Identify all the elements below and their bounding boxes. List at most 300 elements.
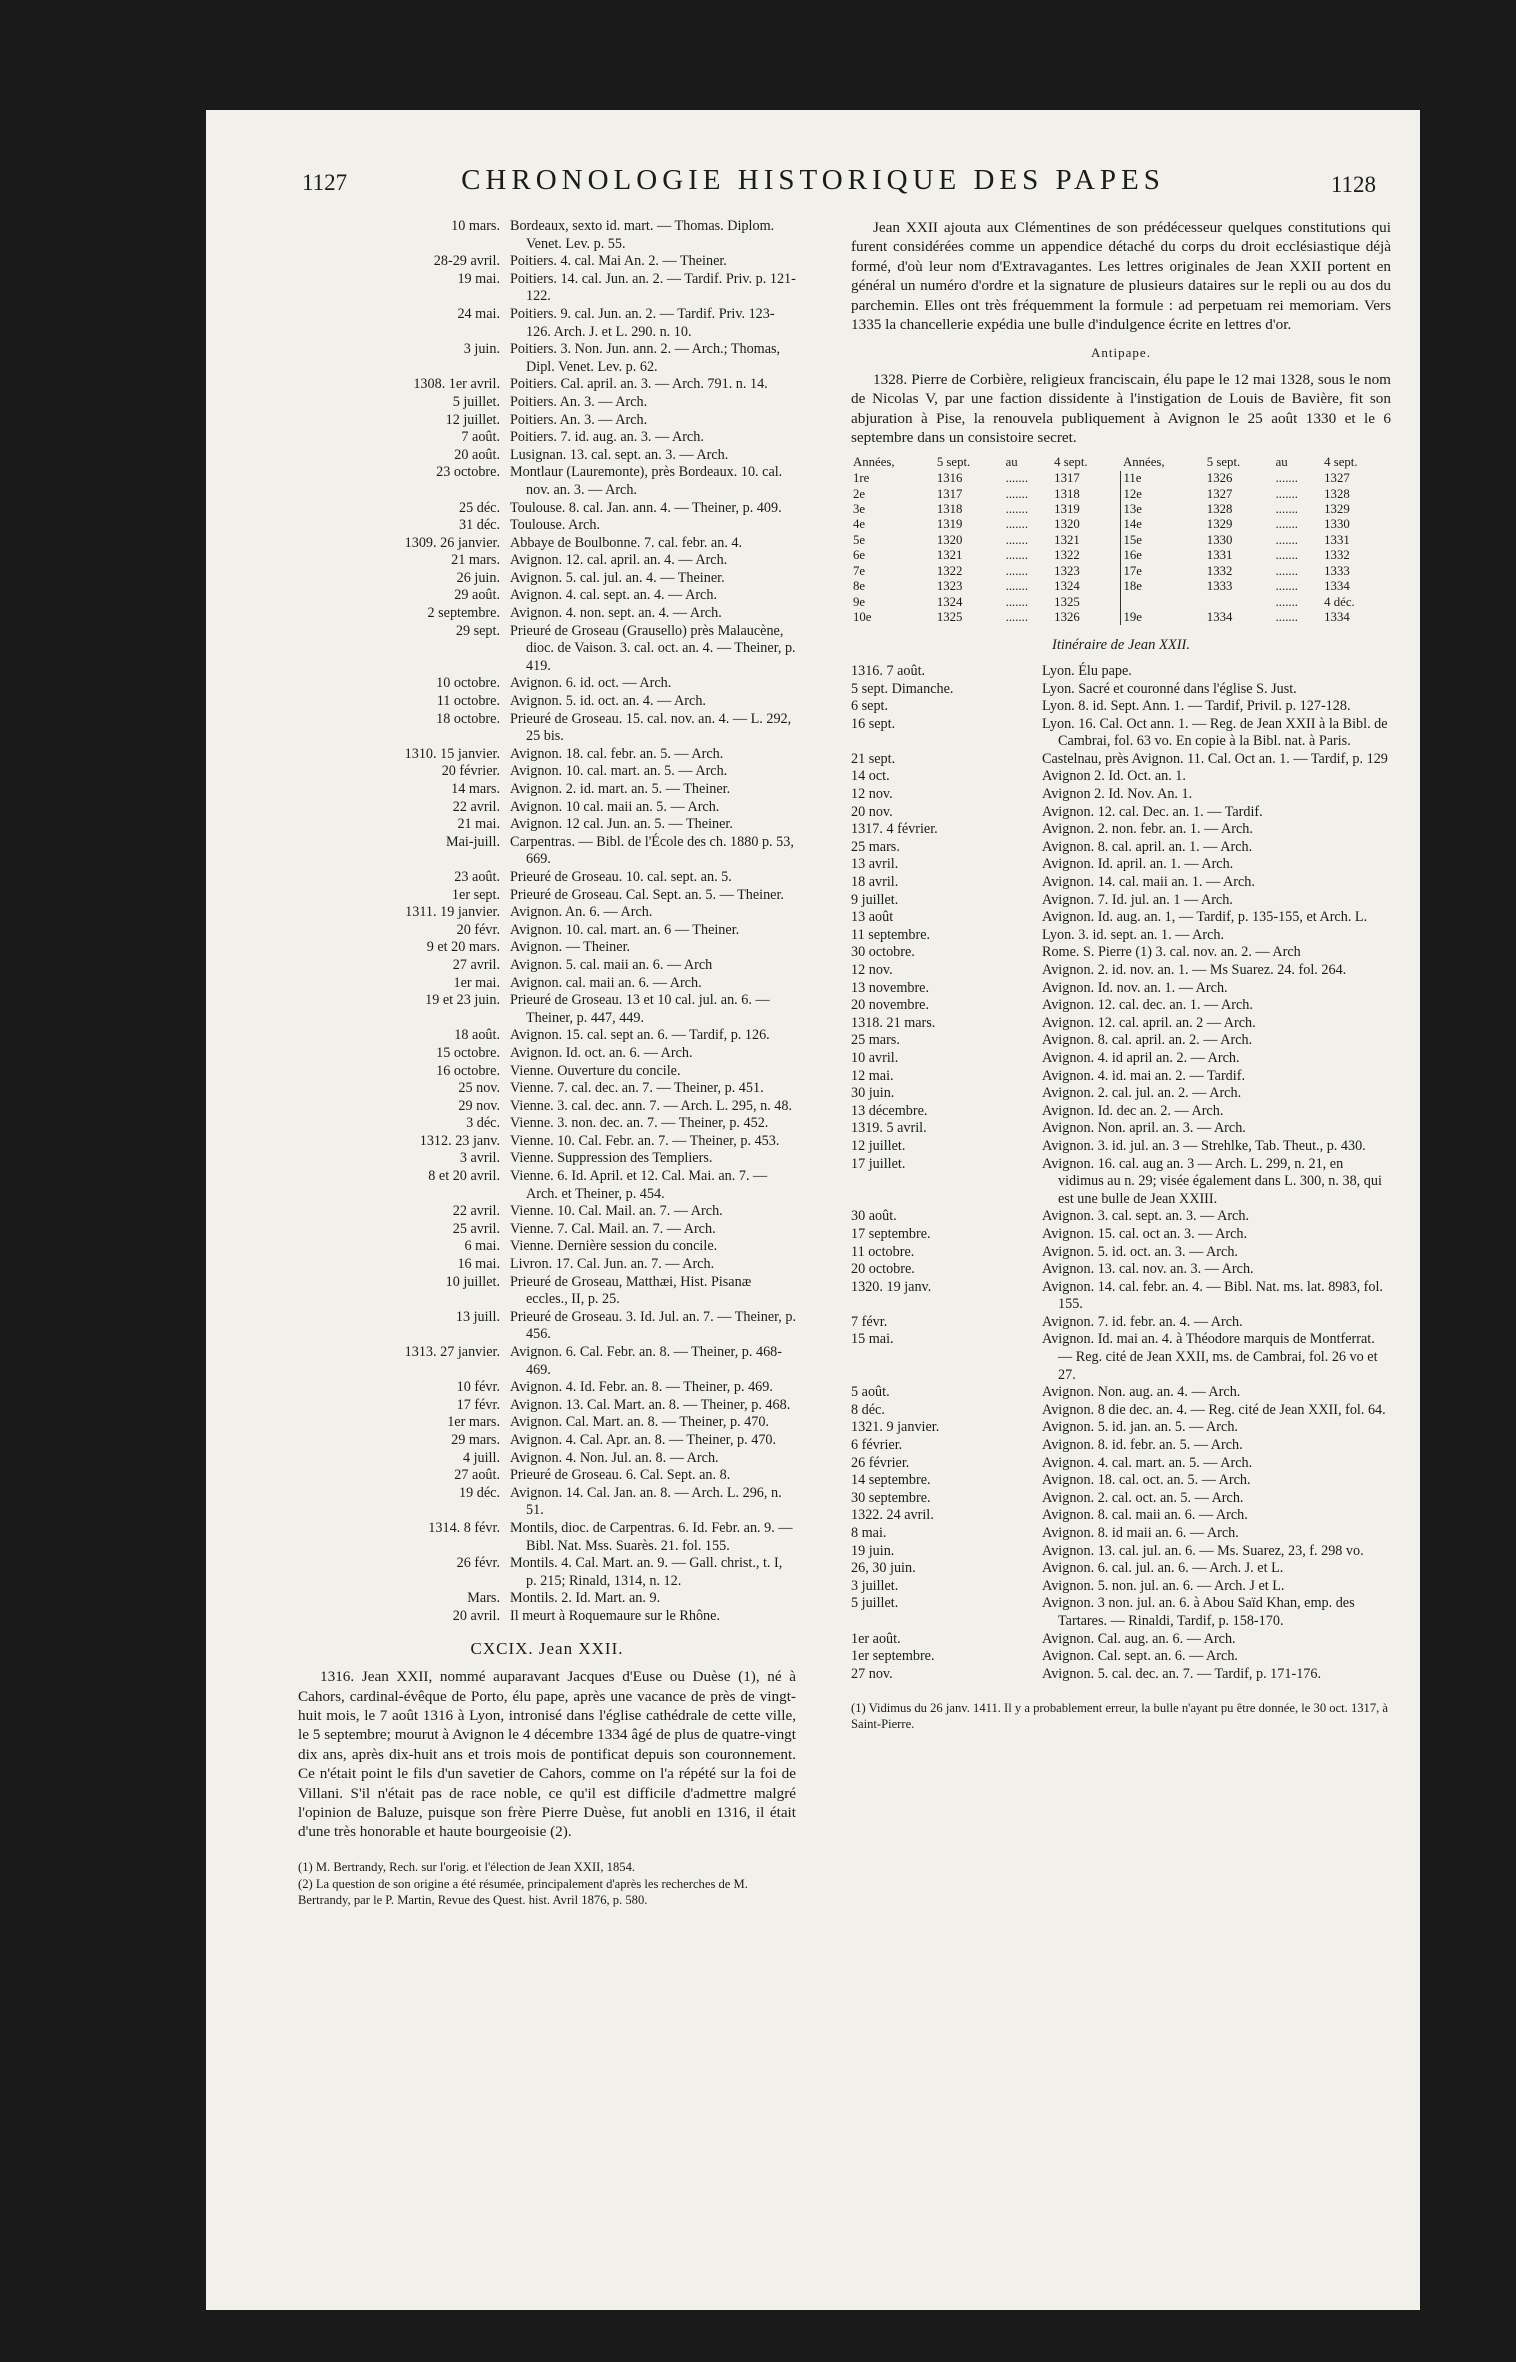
itinerary-entry [851,786,1391,804]
itinerary-entry [851,1120,1391,1138]
table-cell: ....... [1275,563,1299,578]
entry-text: Avignon. 13. cal. jul. an. 6. — Ms. Suarez, 23, f. 298 vo. [1042,1542,1364,1559]
entry-date: 12 mai. [851,1067,894,1084]
entry-text: Avignon. 5. cal. jul. an. 4. — Theiner. [510,569,725,586]
itinerary-entry [298,1274,796,1309]
table-cell: 1322 [1052,548,1121,563]
entry-text: Bordeaux, sexto id. mart. — Thomas. Diplom. Venet. Lev. p. 55. [510,218,775,252]
entry-date: 13 août [851,909,894,926]
entry-date: 14 mars. [451,781,500,797]
entry-date: 6 sept. [851,698,889,715]
table-cell: 6e [853,548,866,563]
table-cell: ....... [1275,579,1299,594]
pontificate-years-table [851,454,1391,626]
entry-date: 9 et 20 mars. [426,939,500,956]
entry-text: Vienne. 10. Cal. Mail. an. 7. — Arch. [510,1203,723,1220]
table-cell: 1326 [1206,471,1233,486]
entry-date: 14 oct. [851,768,890,785]
itinerary-entry [298,1414,796,1432]
entry-text: Avignon. 6. cal. jul. an. 6. — Arch. J. et L. [1042,1560,1284,1577]
table-cell: 1332 [1206,563,1233,578]
entry-date: 13 juill. [455,1308,500,1325]
entry-text: Poitiers. An. 3. — Arch. [510,393,648,410]
entry-date: 1312. 23 janv. [419,1132,500,1149]
table-header-cell: 4 sept. [1054,454,1088,469]
entry-date: 13 novembre. [851,979,930,996]
table-cell: ....... [1275,502,1299,517]
entry-text: Avignon. 8. id maii an. 6. — Arch. [1042,1525,1239,1541]
table-cell: 1318 [936,502,963,517]
itinerary-entry [851,716,1391,751]
itinerary-list-clement-v [298,218,796,1626]
itinerary-entry [298,1485,796,1520]
table-row [851,595,1391,610]
table-cell: 1330 [1206,532,1233,547]
itinerary-entry [851,1279,1391,1314]
table-header-cell: au [1275,454,1288,469]
itinerary-entry [851,1507,1391,1525]
entry-date: 30 septembre. [851,1489,931,1506]
entry-date: 8 et 20 avril. [428,1168,500,1185]
table-cell: 3e [853,502,866,517]
entry-date: 6 mai. [464,1238,500,1255]
entry-date: Mars. [467,1590,500,1607]
itinerary-entry [298,605,796,623]
footnote: (1) M. Bertrandy, Rech. sur l'orig. et l'élection de Jean XXII, 1854. [298,1859,636,1874]
entry-text: Avignon. 7. id. febr. an. 4. — Arch. [1042,1313,1243,1330]
table-cell: 1321 [936,548,963,563]
entry-text: Avignon. 3 non. jul. an. 6. à Abou Saïd Khan, emp. des Tartares. — Rinaldi, Tardif, p. 158-170. [1042,1595,1355,1629]
table-cell: 11e [1123,471,1142,486]
table-cell: 9e [853,594,866,609]
entry-text: Avignon. Cal. sept. an. 6. — Arch. [1042,1648,1238,1665]
entry-date: 29 nov. [458,1097,500,1114]
entry-text: Avignon. 4. Id. Febr. an. 8. — Theiner, p. 469. [510,1379,773,1396]
itinerary-entry [851,821,1391,839]
entry-text: Poitiers. 9. cal. Jun. an. 2. — Tardif. Priv. 123-126. Arch. J. et L. 290. n. 10. [510,305,775,340]
entry-date: 1309. 26 janvier. [404,534,500,551]
itinerary-entry [298,376,796,394]
entry-text: Lyon. 16. Cal. Oct ann. 1. — Reg. de Jean XXII à la Bibl. de Cambrai, fol. 63 vo. En copie à la Bibl. nat. à Paris. [1042,715,1388,750]
entry-date: 16 sept. [851,715,896,732]
table-cell [1121,595,1205,610]
entry-date: 10 octobre. [436,675,500,692]
itinerary-entry [851,1490,1391,1508]
table-cell: 10e [853,609,872,624]
entry-text: Avignon. 2. id. mart. an. 5. — Theiner. [510,781,731,797]
itinerary-entry [851,751,1391,769]
entry-text: Avignon. 8. cal. april. an. 2. — Arch. [1042,1032,1253,1049]
entry-date: 27 nov. [851,1665,893,1682]
entry-date: 1er mai. [453,974,500,991]
itinerary-entry [851,1208,1391,1226]
itinerary-entry [298,746,796,764]
entry-text: Prieuré de Groseau. 3. Id. Jul. an. 7. — Theiner, p. 456. [510,1308,797,1343]
entry-date: 22 avril. [452,1203,500,1220]
table-cell: 1317 [936,486,963,501]
entry-text: Avignon. 2. id. nov. an. 1. — Ms Suarez. 24. fol. 264. [1042,962,1347,978]
entry-date: 13 décembre. [851,1102,928,1119]
itinerary-entry [298,500,796,518]
itinerary-entry [298,1098,796,1116]
entry-text: Vienne. 3. non. dec. an. 7. — Theiner, p. 452. [510,1115,769,1132]
table-cell: ....... [1275,532,1299,547]
entry-text: Vienne. Dernière session du concile. [510,1238,718,1255]
table-cell: 1326 [1052,610,1121,625]
table-cell: 1330 [1324,517,1350,532]
itinerary-entry [298,1520,796,1555]
table-cell: 1329 [1206,517,1233,532]
itinerary-entry [851,1666,1391,1684]
right-column [851,218,1391,1735]
entry-text: Avignon. 5. cal. dec. an. 7. — Tardif, p. 171-176. [1042,1665,1322,1682]
biography-paragraph: 1316. Jean XXII, nommé auparavant Jacques d'Euse ou Duèse (1), né à Cahors, cardinal-évêque de Porto, élu pape, après une vacance de près de vingt-huit mois, le 7 août 1316 à Lyon, intronisé dans l'église cathédrale de cette ville, le 5 septembre; mourut à Avignon le 4 décembre 1334 âgé de plus de quatre-vingt dix ans, après dix-huit ans et trois mois de pontificat depuis son couronnement. Ce n'était point le fils d'un savetier de Cahors, comme on l'a répété sur la foi de Villani. S'il n'était pas de race noble, ce qu'il est difficile d'admettre malgré l'opinion de Baluze, puisque son frère Pierre Duèse, fut anobli en 1316, il était d'une très honorable et haute bourgeoisie (2). [298,1668,796,1841]
itinerary-entry [851,1437,1391,1455]
entry-text: Avignon. 4. Non. Jul. an. 8. — Arch. [510,1449,719,1466]
entry-date: 14 septembre. [851,1472,931,1489]
entry-text: Avignon. 10 cal. maii an. 5. — Arch. [510,798,720,815]
table-cell: ....... [1275,471,1299,486]
itinerary-entry [298,939,796,957]
table-row [851,471,1391,486]
itinerary-entry [298,623,796,676]
itinerary-entry [298,1238,796,1256]
entry-text: Poitiers. 7. id. aug. an. 3. — Arch. [510,429,704,446]
entry-date: 1314. 8 févr. [428,1519,500,1536]
entry-date: 26 février. [851,1454,910,1471]
entry-date: 15 mai. [851,1331,894,1348]
entry-date: 25 avril. [452,1220,500,1237]
entry-date: 1320. 19 janv. [851,1278,932,1295]
table-cell: 1328 [1324,486,1350,501]
itinerary-entry [298,1256,796,1274]
entry-date: 18 octobre. [436,710,500,727]
table-cell: 2e [853,486,866,501]
table-cell: 1325 [936,609,963,624]
itinerary-entry [298,675,796,693]
itinerary-entry [298,904,796,922]
itinerary-entry [298,394,796,412]
itinerary-entry [298,1467,796,1485]
table-cell: 1324 [1052,579,1121,594]
entry-date: 19 mai. [457,270,500,287]
itinerary-entry [298,887,796,905]
entry-text: Avignon. 18. cal. febr. an. 5. — Arch. [510,745,724,762]
entry-text: Avignon. Id. nov. an. 1. — Arch. [1042,979,1228,996]
entry-date: 12 juillet. [851,1137,906,1154]
entry-date: 7 févr. [851,1313,888,1330]
entry-text: Montils. 4. Cal. Mart. an. 9. — Gall. christ., t. I, p. 215; Rinald, 1314, n. 12. [510,1555,783,1589]
entry-date: 12 nov. [851,786,893,803]
entry-date: 5 juillet. [452,393,500,410]
entry-text: Avignon. 14. cal. maii an. 1. — Arch. [1042,874,1255,891]
itinerary-entry [851,1138,1391,1156]
entry-date: 22 avril. [452,798,500,815]
entry-text: Vienne. Ouverture du concile. [510,1062,681,1079]
entry-text: Avignon. 10. cal. mart. an. 5. — Arch. [510,763,728,780]
table-cell: 1333 [1324,563,1350,578]
itinerary-entry [851,980,1391,998]
entry-date: 31 déc. [459,517,500,534]
entry-date: 16 mai. [457,1256,500,1273]
itinerary-list-jean-xxii [851,663,1391,1683]
entry-date: 8 déc. [851,1401,885,1418]
table-cell: 1322 [936,563,963,578]
entry-text: Avignon. 12. cal. dec. an. 1. — Arch. [1042,997,1253,1014]
entry-date: 17 septembre. [851,1225,931,1242]
itinerary-entry [298,1397,796,1415]
entry-text: Avignon. cal. maii an. 6. — Arch. [510,974,702,991]
entry-date: 1317. 4 février. [851,821,938,838]
entry-date: 20 nov. [851,803,893,820]
itinerary-entry [851,1472,1391,1490]
entry-text: Avignon. Id. aug. an. 1, — Tardif, p. 135-155, et Arch. L. [1042,909,1368,926]
entry-text: Avignon. 12. cal. april. an. 4. — Arch. [510,552,728,569]
entry-date: 2 septembre. [427,605,500,622]
entry-text: Avignon. Non. aug. an. 4. — Arch. [1042,1384,1241,1401]
entry-date: 12 nov. [851,962,893,978]
entry-text: Avignon. 2. cal. jul. an. 2. — Arch. [1042,1085,1242,1102]
entry-text: Prieuré de Groseau. Cal. Sept. an. 5. — Theiner. [510,886,784,903]
itinerary-entry [851,997,1391,1015]
entry-date: 1313. 27 janvier. [404,1344,500,1360]
table-cell: 8e [853,579,866,594]
entry-text: Avignon. 14. Cal. Jan. an. 8. — Arch. L. 296, n. 51. [510,1484,782,1519]
entry-text: Prieuré de Groseau. 6. Cal. Sept. an. 8. [510,1467,731,1484]
entry-date: 26, 30 juin. [851,1560,916,1577]
table-cell: ....... [1275,486,1299,501]
itinerary-entry [298,1115,796,1133]
entry-date: 10 mars. [451,218,500,234]
entry-date: 20 août. [454,446,500,463]
itinerary-entry [298,1027,796,1045]
table-cell: 1327 [1206,486,1233,501]
entry-text: Vienne. 3. cal. dec. ann. 7. — Arch. L. 295, n. 48. [510,1097,793,1114]
table-cell: 4e [853,517,866,532]
table-cell: ....... [1275,517,1299,532]
entry-text: Avignon. 4. cal. sept. an. 4. — Arch. [510,587,717,604]
itinerary-entry [298,781,796,799]
table-cell: ....... [1275,548,1299,563]
entry-date: 28-29 avril. [433,253,500,270]
table-cell: ....... [1005,486,1029,501]
itinerary-entry [851,698,1391,716]
entry-date: 19 juin. [851,1542,895,1559]
entry-date: 9 juillet. [851,891,899,908]
entry-date: 29 août. [454,587,500,604]
antipape-heading: Antipape. [1091,345,1151,361]
entry-text: Avignon. Non. april. an. 3. — Arch. [1042,1120,1246,1137]
entry-text: Lyon. Élu pape. [1042,662,1132,679]
itinerary-entry [851,1032,1391,1050]
entry-date: 16 octobre. [436,1062,500,1079]
itinerary-entry [851,1015,1391,1033]
entry-text: Avignon. 5. id. jan. an. 5. — Arch. [1042,1419,1238,1436]
entry-text: Poitiers. 4. cal. Mai An. 2. — Theiner. [510,253,727,270]
table-header-cell: 5 sept. [1206,454,1241,469]
entry-date: 21 sept. [851,750,896,767]
entry-text: Avignon. 6. Cal. Febr. an. 8. — Theiner, p. 468-469. [510,1344,782,1378]
itinerary-entry [851,927,1391,945]
entry-date: 1er septembre. [851,1648,935,1665]
entry-date: 30 juin. [851,1085,895,1102]
entry-text: Avignon. 8. id. febr. an. 5. — Arch. [1042,1437,1243,1454]
itinerary-entry [851,1631,1391,1649]
entry-text: Avignon. 7. Id. jul. an. 1 — Arch. [1042,891,1233,908]
table-cell: ....... [1005,563,1029,578]
itinerary-entry [298,711,796,746]
entry-text: Vienne. Suppression des Templiers. [510,1150,713,1167]
table-cell: 1324 [936,594,963,609]
page-number-right: 1128 [1330,172,1376,197]
entry-text: Avignon. 5. id. oct. an. 4. — Arch. [510,693,706,710]
entry-date: 13 avril. [851,856,899,873]
itinerary-entry [298,799,796,817]
itinerary-entry [851,1455,1391,1473]
entry-date: 30 août. [851,1208,897,1225]
entry-text: Prieuré de Groseau. 15. cal. nov. an. 4. — L. 292, 25 bis. [510,710,792,745]
entry-date: 21 mars. [451,552,500,569]
table-row [851,564,1391,579]
entry-date: 18 août. [454,1027,500,1044]
table-cell: 16e [1123,548,1142,563]
table-header-row [851,454,1391,472]
table-cell: 1331 [1324,532,1350,547]
itinerary-entry [851,1050,1391,1068]
entry-text: Avignon. 16. cal. aug an. 3 — Arch. L. 299, n. 21, en vidimus au n. 29; visée également dans L. 300, n. 38, qui est une bulle de Jean XXIII. [1042,1155,1382,1207]
entry-text: Avignon. Id. mai an. 4. à Théodore marquis de Montferrat. — Reg. cité de Jean XXII, ms. de Cambrai, fol. 26 vo et 27. [1042,1331,1378,1383]
table-cell: 12e [1123,486,1142,501]
itinerary-entry [298,869,796,887]
entry-text: Vienne. 10. Cal. Febr. an. 7. — Theiner, p. 453. [510,1132,780,1149]
entry-date: 20 février. [441,763,500,780]
table-cell: 5e [853,532,866,547]
entry-date: 6 février. [851,1437,903,1454]
entry-date: 5 sept. Dimanche. [851,680,954,697]
itinerary-entry [298,1168,796,1203]
table-row [851,610,1391,625]
table-cell: 14e [1123,517,1142,532]
entry-text: Il meurt à Roquemaure sur le Rhône. [510,1607,720,1624]
itinerary-entry [298,218,796,253]
itinerary-entry [851,768,1391,786]
entry-date: 1311. 19 janvier. [405,904,500,921]
entry-date: 7 août. [461,429,500,446]
entry-text: Avignon. 8 die dec. an. 4. — Reg. cité de Jean XXII, fol. 64. [1042,1401,1386,1418]
table-cell: ....... [1005,471,1029,486]
itinerary-entry [298,957,796,975]
itinerary-entry [298,587,796,605]
entry-text: Avignon. 2. cal. oct. an. 5. — Arch. [1042,1489,1244,1506]
table-cell: 1323 [936,579,963,594]
table-header-cell: Années, [1122,454,1165,469]
right-footnotes [851,1701,1391,1732]
table-cell: ....... [1005,609,1029,624]
entry-date: 21 mai. [457,816,500,833]
table-cell: 1317 [1052,471,1121,486]
entry-text: Lyon. 8. id. Sept. Ann. 1. — Tardif, Privil. p. 127-128. [1042,698,1351,715]
itinerary-entry [298,306,796,341]
itinerary-entry [851,944,1391,962]
table-cell: 1331 [1206,548,1233,563]
table-row [851,517,1391,532]
entry-date: 10 févr. [456,1379,500,1396]
table-cell: 7e [853,563,866,578]
entry-text: Avignon. 14. cal. febr. an. 4. — Bibl. Nat. ms. lat. 8983, fol. 155. [1042,1278,1383,1313]
entry-text: Toulouse. 8. cal. Jan. ann. 4. — Theiner, p. 409. [510,499,782,516]
entry-date: 3 avril. [459,1150,500,1167]
table-cell: 1320 [936,532,963,547]
table-cell: 18e [1123,579,1142,594]
entry-text: Poitiers. 3. Non. Jun. ann. 2. — Arch.; Thomas, Dipl. Venet. Lev. p. 62. [510,341,781,375]
itinerary-entry [298,517,796,535]
entry-date: 1er sept. [451,886,500,903]
running-title: CHRONOLOGIE HISTORIQUE DES PAPES [461,164,1165,196]
left-column [298,218,796,1911]
entry-text: Avignon. 12 cal. Jun. an. 5. — Theiner. [510,816,733,833]
table-cell: ....... [1275,609,1299,624]
entry-date: 20 octobre. [851,1261,915,1278]
entry-text: Avignon. 13. Cal. Mart. an. 8. — Theiner, p. 468. [510,1396,791,1413]
entry-text: Avignon. 5. cal. maii an. 6. — Arch [510,956,713,973]
table-header-cell: 4 sept. [1324,454,1358,469]
entry-date: 30 octobre. [851,944,915,961]
entry-text: Montlaur (Lauremonte), près Bordeaux. 10. cal. nov. an. 3. — Arch. [510,464,783,498]
entry-text: Avignon. 4. cal. mart. an. 5. — Arch. [1042,1454,1253,1471]
entry-text: Vienne. 7. cal. dec. an. 7. — Theiner, p. 451. [510,1080,764,1097]
entry-text: Poitiers. Cal. april. an. 3. — Arch. 791. n. 14. [510,376,768,393]
entry-text: Avignon. 4. Cal. Apr. an. 8. — Theiner, p. 470. [510,1431,777,1448]
entry-date: 27 avril. [452,956,500,973]
itinerary-entry [851,909,1391,927]
entry-text: Toulouse. Arch. [510,517,601,534]
itinerary-entry [298,992,796,1027]
table-header-cell: au [1005,454,1018,469]
itinerary-entry [851,1226,1391,1244]
entry-text: Avignon. 5. non. jul. an. 6. — Arch. J et L. [1042,1577,1285,1594]
table-row [851,548,1391,563]
table-cell: 1325 [1052,595,1121,610]
entry-date: 25 mars. [851,838,900,855]
table-cell: 1329 [1324,502,1350,517]
entry-text: Avignon. 4. id april an. 2. — Arch. [1042,1049,1240,1066]
table-cell: 4 déc. [1324,594,1355,609]
itinerary-entry [298,1590,796,1608]
entry-text: Avignon. Cal. aug. an. 6. — Arch. [1042,1630,1236,1647]
table-cell: 1319 [1052,502,1121,517]
entry-text: Avignon. 8. cal. april. an. 1. — Arch. [1042,838,1253,855]
itinerary-entry [298,253,796,271]
entry-text: Avignon 2. Id. Nov. An. 1. [1042,786,1193,803]
page-header [206,164,1420,204]
table-cell: 17e [1123,563,1142,578]
entry-text: Lyon. Sacré et couronné dans l'église S. Just. [1042,680,1297,697]
entry-date: 1318. 21 mars. [851,1014,936,1031]
entry-date: 23 août. [454,868,500,885]
itinerary-entry [851,804,1391,822]
entry-date: 10 juillet. [445,1273,500,1290]
entry-date: 20 novembre. [851,997,930,1014]
table-row [851,487,1391,502]
entry-date: 1316. 7 août. [851,662,926,679]
entry-date: 23 octobre. [436,464,500,481]
itinerary-entry [851,856,1391,874]
table-cell: 1320 [1052,517,1121,532]
entry-text: Avignon. 6. id. oct. — Arch. [510,675,672,692]
table-cell: 19e [1123,609,1142,624]
table-cell: 15e [1123,532,1142,547]
entry-text: Avignon. Cal. Mart. an. 8. — Theiner, p. 470. [510,1414,769,1431]
